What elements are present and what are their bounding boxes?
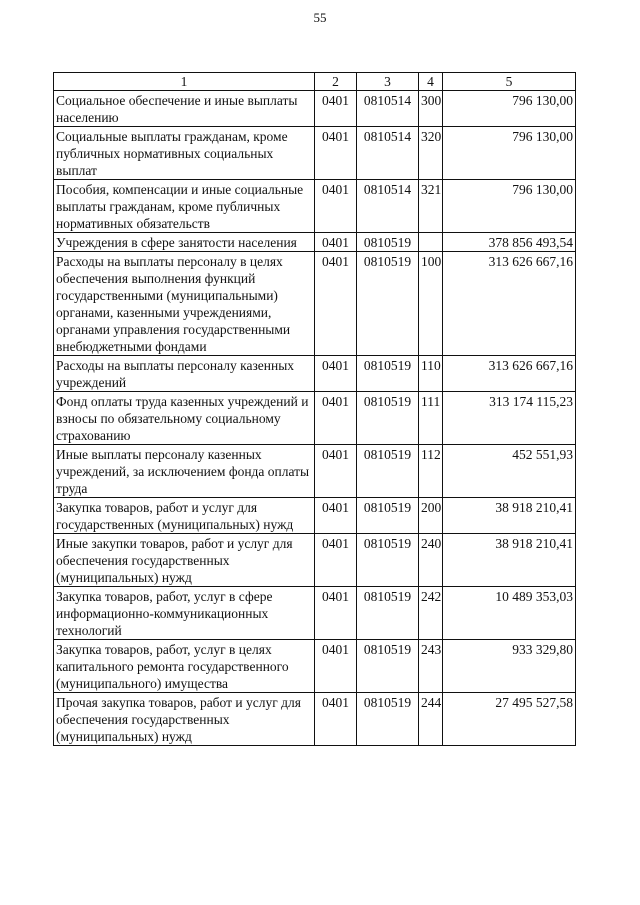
target-code-cell: 0810514 xyxy=(357,91,419,127)
expense-kind-cell: 242 xyxy=(419,587,443,640)
column-header-2: 2 xyxy=(315,73,357,91)
expense-kind-cell: 200 xyxy=(419,498,443,534)
section-code-cell: 0401 xyxy=(315,498,357,534)
expense-kind-cell: 112 xyxy=(419,445,443,498)
section-code-cell: 0401 xyxy=(315,640,357,693)
header-row xyxy=(54,73,576,91)
target-code-cell: 0810514 xyxy=(357,180,419,233)
table-row xyxy=(54,498,576,534)
row-name-cell: Социальные выплаты гражданам, кроме публичных нормативных социальных выплат xyxy=(54,127,315,180)
amount-cell: 38 918 210,41 xyxy=(443,498,576,534)
table-row xyxy=(54,587,576,640)
section-code-cell: 0401 xyxy=(315,356,357,392)
table-row xyxy=(54,127,576,180)
expense-kind-cell: 240 xyxy=(419,534,443,587)
row-name-cell: Прочая закупка товаров, работ и услуг для обеспечения государственных (муниципальных) нужд xyxy=(54,693,315,746)
amount-cell: 313 174 115,23 xyxy=(443,392,576,445)
expense-kind-cell: 300 xyxy=(419,91,443,127)
amount-cell: 796 130,00 xyxy=(443,91,576,127)
section-code-cell: 0401 xyxy=(315,445,357,498)
row-name-cell: Закупка товаров, работ, услуг в целях капитального ремонта государственного (муниципального) имущества xyxy=(54,640,315,693)
expense-kind-cell: 243 xyxy=(419,640,443,693)
expense-kind-cell: 321 xyxy=(419,180,443,233)
expense-kind-cell: 110 xyxy=(419,356,443,392)
expense-kind-cell: 244 xyxy=(419,693,443,746)
amount-cell: 796 130,00 xyxy=(443,180,576,233)
target-code-cell: 0810519 xyxy=(357,252,419,356)
column-header-5: 5 xyxy=(443,73,576,91)
table-row xyxy=(54,356,576,392)
column-header-4: 4 xyxy=(419,73,443,91)
section-code-cell: 0401 xyxy=(315,91,357,127)
row-name-cell: Закупка товаров, работ, услуг в сфере информационно-коммуникационных технологий xyxy=(54,587,315,640)
section-code-cell: 0401 xyxy=(315,587,357,640)
amount-cell: 27 495 527,58 xyxy=(443,693,576,746)
table-row xyxy=(54,693,576,746)
amount-cell: 378 856 493,54 xyxy=(443,233,576,252)
target-code-cell: 0810519 xyxy=(357,640,419,693)
section-code-cell: 0401 xyxy=(315,180,357,233)
row-name-cell: Пособия, компенсации и иные социальные выплаты гражданам, кроме публичных нормативных обязательств xyxy=(54,180,315,233)
row-name-cell: Иные выплаты персоналу казенных учреждений, за исключением фонда оплаты труда xyxy=(54,445,315,498)
row-name-cell: Фонд оплаты труда казенных учреждений и взносы по обязательному социальному страхованию xyxy=(54,392,315,445)
table-row xyxy=(54,534,576,587)
amount-cell: 796 130,00 xyxy=(443,127,576,180)
target-code-cell: 0810519 xyxy=(357,587,419,640)
budget-table xyxy=(53,72,576,746)
section-code-cell: 0401 xyxy=(315,127,357,180)
row-name-cell: Иные закупки товаров, работ и услуг для обеспечения государственных (муниципальных) нужд xyxy=(54,534,315,587)
table-row xyxy=(54,252,576,356)
column-header-3: 3 xyxy=(357,73,419,91)
target-code-cell: 0810519 xyxy=(357,356,419,392)
section-code-cell: 0401 xyxy=(315,534,357,587)
row-name-cell: Расходы на выплаты персоналу казенных учреждений xyxy=(54,356,315,392)
section-code-cell: 0401 xyxy=(315,392,357,445)
target-code-cell: 0810514 xyxy=(357,127,419,180)
amount-cell: 38 918 210,41 xyxy=(443,534,576,587)
table-row xyxy=(54,445,576,498)
amount-cell: 313 626 667,16 xyxy=(443,356,576,392)
amount-cell: 452 551,93 xyxy=(443,445,576,498)
amount-cell: 313 626 667,16 xyxy=(443,252,576,356)
expense-kind-cell: 100 xyxy=(419,252,443,356)
table-row xyxy=(54,180,576,233)
page-number: 55 xyxy=(313,10,327,25)
amount-cell: 10 489 353,03 xyxy=(443,587,576,640)
section-code-cell: 0401 xyxy=(315,693,357,746)
row-name-cell: Закупка товаров, работ и услуг для государственных (муниципальных) нужд xyxy=(54,498,315,534)
table-body xyxy=(54,91,576,746)
target-code-cell: 0810519 xyxy=(357,392,419,445)
row-name-cell: Социальное обеспечение и иные выплаты населению xyxy=(54,91,315,127)
amount-cell: 933 329,80 xyxy=(443,640,576,693)
table-row xyxy=(54,233,576,252)
target-code-cell: 0810519 xyxy=(357,445,419,498)
table-row xyxy=(54,392,576,445)
expense-kind-cell xyxy=(419,233,443,252)
table-row xyxy=(54,91,576,127)
column-header-1: 1 xyxy=(54,73,315,91)
expense-kind-cell: 320 xyxy=(419,127,443,180)
target-code-cell: 0810519 xyxy=(357,233,419,252)
expense-kind-cell: 111 xyxy=(419,392,443,445)
row-name-cell: Учреждения в сфере занятости населения xyxy=(54,233,315,252)
table-row xyxy=(54,640,576,693)
row-name-cell: Расходы на выплаты персоналу в целях обеспечения выполнения функций государственными (муниципальными) органами, казенными учреждениями, органами управления государственными внебюджетными фондами xyxy=(54,252,315,356)
target-code-cell: 0810519 xyxy=(357,534,419,587)
section-code-cell: 0401 xyxy=(315,233,357,252)
section-code-cell: 0401 xyxy=(315,252,357,356)
target-code-cell: 0810519 xyxy=(357,693,419,746)
target-code-cell: 0810519 xyxy=(357,498,419,534)
